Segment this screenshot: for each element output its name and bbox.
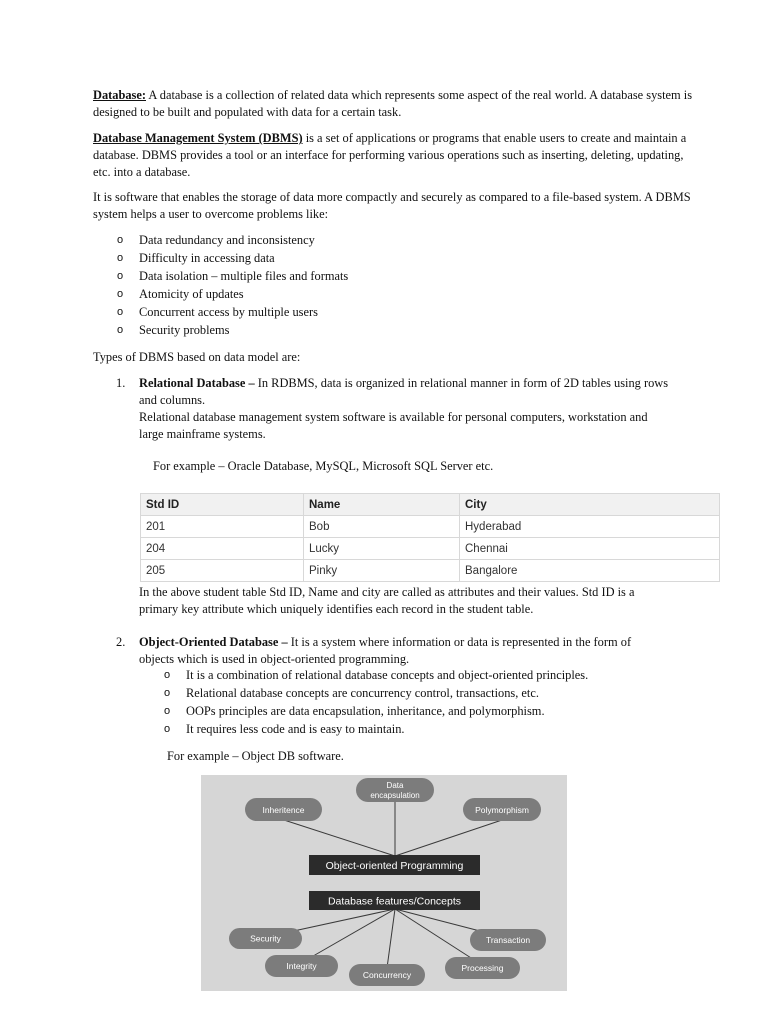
inheritence-label: Inheritence bbox=[262, 805, 305, 815]
types-intro: Types of DBMS based on data model are: bbox=[93, 350, 301, 364]
cell: Pinky bbox=[304, 560, 460, 582]
item-number-2: 2. bbox=[116, 635, 126, 649]
database-term: Database: bbox=[93, 88, 146, 102]
bullet: o bbox=[117, 306, 124, 318]
oo-desc-text: It is a system where information or data is represented in the form of objects which is used in object-oriented programming. bbox=[139, 635, 632, 666]
list-item bbox=[117, 321, 699, 339]
problem-text: Data isolation – multiple files and formats bbox=[139, 269, 349, 283]
list-item bbox=[117, 285, 699, 303]
dbms-def-text: is a set of applications or programs that enable users to create and maintain a database. DBMS provides a tool or an interface for performing various operations such as inserting, deleting, updating, etc. into a database. bbox=[93, 131, 687, 179]
connector-line bbox=[395, 909, 482, 965]
list-item bbox=[117, 303, 699, 321]
dbms-term: Database Management System (DBMS) bbox=[93, 131, 303, 145]
oo-example: For example – Object DB software. bbox=[167, 749, 344, 763]
security-label: Security bbox=[250, 933, 281, 944]
cell: Bob bbox=[304, 516, 460, 538]
database-definition bbox=[93, 87, 693, 121]
problem-text: Concurrent access by multiple users bbox=[139, 305, 318, 319]
list-item bbox=[117, 231, 699, 249]
point-text: OOPs principles are data encapsulation, inheritance, and polymorphism. bbox=[186, 704, 545, 718]
header-std-id: Std ID bbox=[141, 494, 304, 516]
polymorphism-label: Polymorphism bbox=[475, 805, 529, 815]
bullet: o bbox=[117, 252, 124, 264]
list-item bbox=[164, 684, 686, 702]
problems-list bbox=[117, 231, 699, 339]
problem-text: Data redundancy and inconsistency bbox=[139, 233, 315, 247]
processing-label: Processing bbox=[461, 963, 504, 973]
point-text: Relational database concepts are concurrency control, transactions, etc. bbox=[186, 686, 539, 700]
db-features-box-label: Database features/Concepts bbox=[327, 895, 462, 908]
problem-text: Atomicity of updates bbox=[139, 287, 244, 301]
point-text: It is a combination of relational database concepts and object-oriented principles. bbox=[186, 668, 589, 682]
table-row bbox=[141, 538, 720, 560]
item-number-1: 1. bbox=[116, 376, 126, 390]
integrity-label: Integrity bbox=[286, 961, 317, 971]
connector-line bbox=[301, 909, 395, 963]
cell: 204 bbox=[141, 538, 304, 560]
table-note: In the above student table Std ID, Name and city are called as attributes and their values. Std ID is a primary key attribute which uniquely identifies each record in the student table. bbox=[139, 585, 635, 616]
oo-description bbox=[139, 634, 669, 668]
list-item bbox=[117, 249, 699, 267]
diagram-svg bbox=[201, 775, 567, 991]
relational-desc-text: In RDBMS, data is organized in relational manner in form of 2D tables using rows and columns. bbox=[139, 376, 669, 407]
table-header-row bbox=[141, 494, 720, 516]
point-text: It requires less code and is easy to maintain. bbox=[186, 722, 405, 736]
database-def-text: A database is a collection of related data which represents some aspect of the real world. A database system is designed to be built and populated with data for a certain task. bbox=[93, 88, 693, 119]
bullet: o bbox=[164, 705, 171, 717]
bullet: o bbox=[117, 234, 124, 246]
oop-box-label: Object-oriented Programming bbox=[325, 860, 464, 872]
problem-text: Security problems bbox=[139, 323, 230, 337]
header-city: City bbox=[460, 494, 720, 516]
student-table bbox=[140, 493, 720, 582]
oo-concepts-diagram bbox=[201, 775, 567, 991]
cell: Hyderabad bbox=[460, 516, 720, 538]
connector-line bbox=[395, 820, 502, 856]
relational-example: For example – Oracle Database, MySQL, Microsoft SQL Server etc. bbox=[153, 459, 494, 473]
list-item bbox=[164, 666, 686, 684]
header-name: Name bbox=[304, 494, 460, 516]
list-item bbox=[164, 720, 686, 738]
cell: Lucky bbox=[304, 538, 460, 560]
problem-text: Difficulty in accessing data bbox=[139, 251, 275, 265]
table-row bbox=[141, 560, 720, 582]
cell: Bangalore bbox=[460, 560, 720, 582]
relational-description bbox=[139, 375, 669, 443]
connector-line bbox=[387, 909, 395, 968]
bullet: o bbox=[117, 288, 124, 300]
list-item bbox=[117, 267, 699, 285]
concurrency-label: Concurrency bbox=[362, 970, 412, 980]
cell: 201 bbox=[141, 516, 304, 538]
relational-desc2-text: Relational database management system software is available for personal computers, workstation and large mainframe systems. bbox=[139, 410, 648, 441]
bullet: o bbox=[117, 270, 124, 282]
software-paragraph: It is software that enables the storage of data more compactly and securely as compared to a file-based system. A DBMS system helps a user to overcome problems like: bbox=[93, 190, 691, 221]
bullet: o bbox=[164, 723, 171, 735]
connector-line bbox=[284, 820, 395, 856]
bullet: o bbox=[164, 687, 171, 699]
relational-term: Relational Database – bbox=[139, 376, 255, 390]
list-item bbox=[164, 702, 686, 720]
oo-points-list bbox=[164, 666, 686, 738]
bullet: o bbox=[164, 669, 171, 681]
oo-term: Object-Oriented Database – bbox=[139, 635, 288, 649]
bullet: o bbox=[117, 324, 124, 336]
data-encapsulation-label-1: Data bbox=[386, 781, 404, 790]
cell: 205 bbox=[141, 560, 304, 582]
dbms-definition bbox=[93, 130, 693, 181]
data-encapsulation-label-2: encapsulation bbox=[370, 791, 420, 800]
transaction-label: Transaction bbox=[485, 935, 531, 945]
cell: Chennai bbox=[460, 538, 720, 560]
table-row bbox=[141, 516, 720, 538]
